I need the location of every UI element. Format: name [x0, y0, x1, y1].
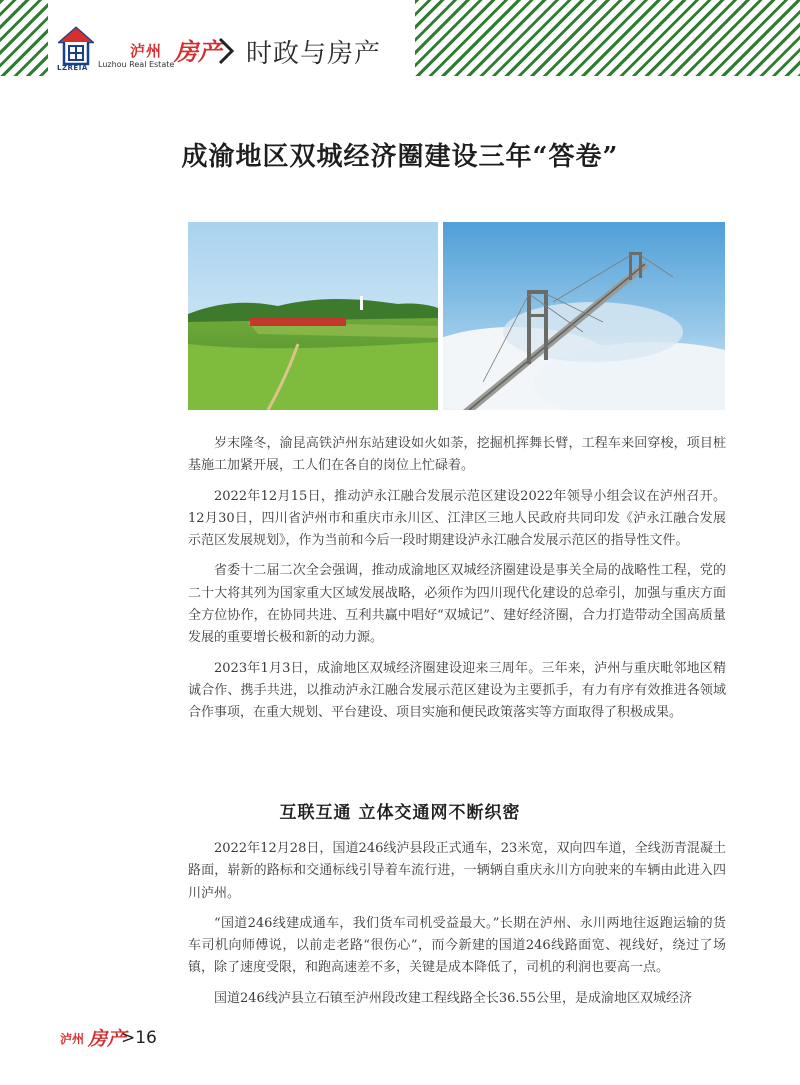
- paragraph: 2023年1月3日，成渝地区双城经济圈建设迎来三周年。三年来，泸州与重庆毗邻地区精诚合作、携手共进，以推动泸永江融合发展示范区建设为主要抓手，有力有序有效推进各领域合作事项，在重大规划、平台建设、项目实施和便民政策落实等方面取得了积极成果。: [188, 660, 726, 721]
- brand-script: 房产: [174, 37, 222, 66]
- footer-brand-script: 房产: [88, 1028, 127, 1050]
- article-body-1: [188, 433, 726, 725]
- article-body-2: [188, 838, 726, 1010]
- photo-rice-field: [188, 222, 438, 410]
- brand-city: 泸州: [130, 42, 163, 60]
- paragraph: 国道246线泸县立石镇至泸州段改建工程线路全长36.55公里，是成渝地区双城经济: [214, 990, 693, 1006]
- paragraph: 2022年12月15日，推动泸永江融合发展示范区建设2022年领导小组会议在泸州召开。12月30日，四川省泸州市和重庆市永川区、江津区三地人民政府共同印发《泸永江融合发展示范区发展规划》，作为当前和今后一段时期建设泸永江融合发展示范区的指导性文件。: [188, 488, 726, 549]
- paragraph: “国道246线建成通车，我们货车司机受益最大。”长期在泸州、永川两地往返跑运输的货车司机向师傅说，以前走老路“很伤心”，而今新建的国道246线路面宽、视线好，绕过了场镇，除了速度受限，和跑高速差不多，关键是成本降低了，司机的利润也要高一点。: [188, 915, 726, 976]
- header-stripes-right: [415, 0, 800, 76]
- article-subheading: 互联互通 立体交通网不断织密: [279, 803, 521, 823]
- brand-english: Luzhou Real Estate: [98, 60, 175, 69]
- paragraph: 2022年12月28日，国道246线泸县段正式通车，23米宽，双向四车道，全线沥青混凝土路面，崭新的路标和交通标线引导着车流行进，一辆辆自重庆永川方向驶来的车辆由此进入四川泸州。: [188, 841, 726, 901]
- page-number: >16: [121, 1028, 157, 1048]
- footer-brand-city: 泸州: [60, 1032, 85, 1046]
- paragraph: 岁末隆冬，渝昆高铁泸州东站建设如火如荼，挖掘机挥舞长臂，工程车来回穿梭，项目桩基施工加紧开展，工人们在各自的岗位上忙碌着。: [188, 436, 726, 474]
- header-stripes-left: [0, 0, 48, 76]
- photo-bridge: [443, 222, 725, 410]
- paragraph: 省委十二届二次全会强调，推动成渝地区双城经济圈建设是事关全局的战略性工程，党的二十大将其列为国家重大区域发展战略，必须作为四川现代化建设的总牵引，加强与重庆方面全方位协作，在协同共进、互利共赢中唱好“双城记”、建好经济圈，合力打造带动全国高质量发展的重要增长极和新的动力源。: [188, 563, 726, 646]
- chevron-right-icon: [216, 36, 236, 66]
- logo-abbr: LZREIA: [57, 64, 88, 72]
- article-title: 成渝地区双城经济圈建设三年“答卷”: [181, 142, 619, 172]
- section-title: 时政与房产: [246, 39, 382, 69]
